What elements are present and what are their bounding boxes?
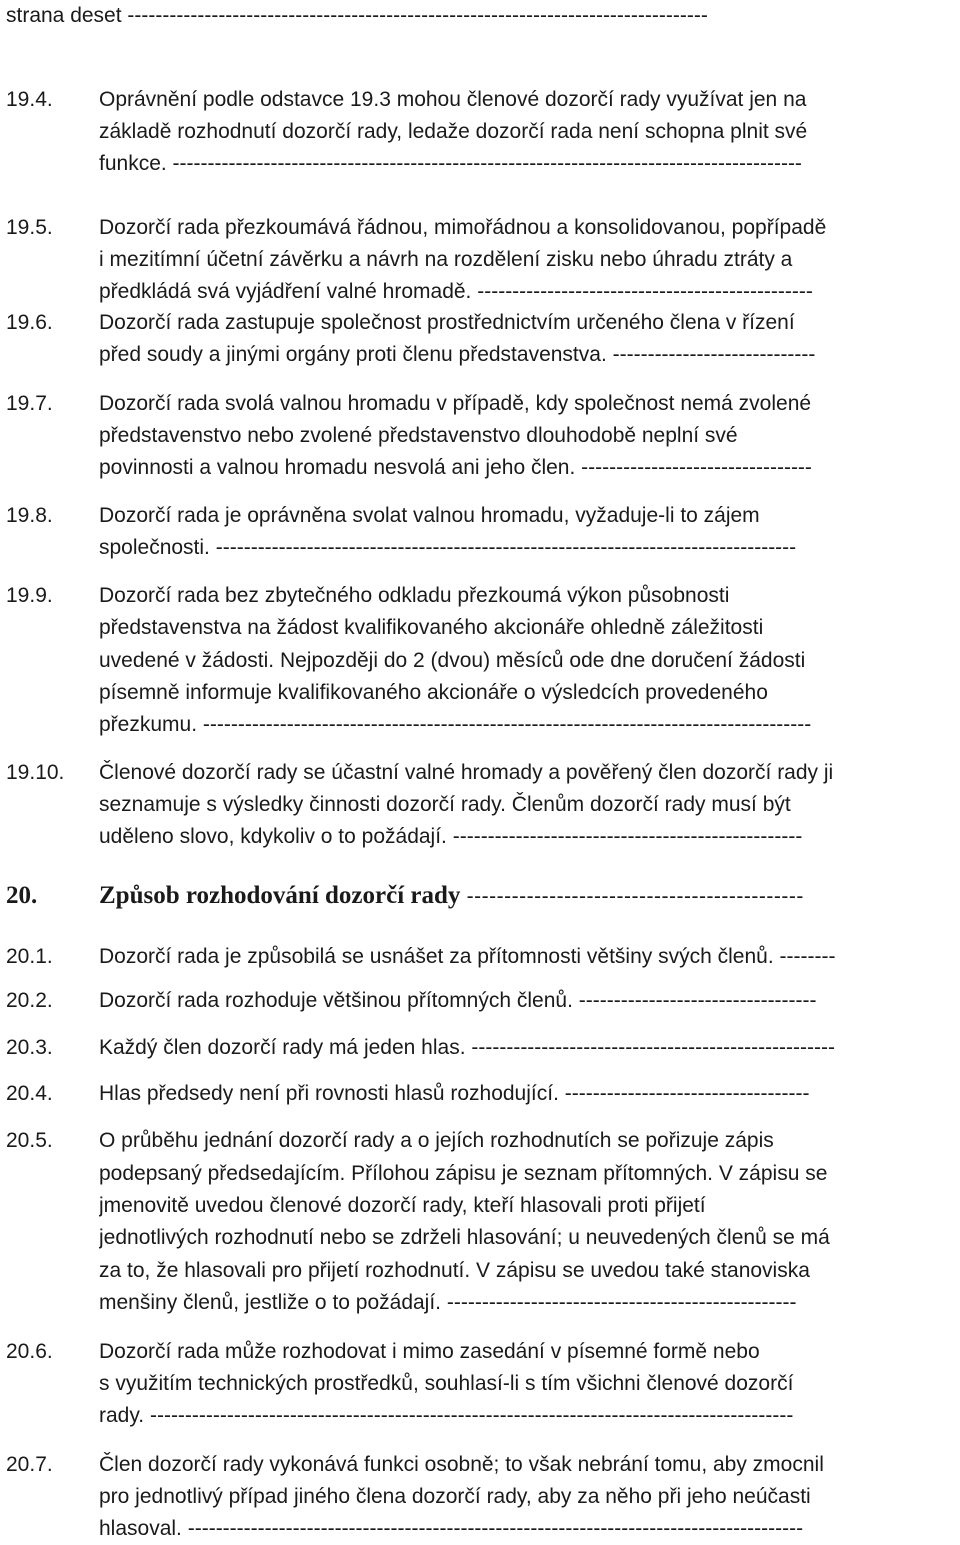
paragraph-line bbox=[0, 1481, 954, 1513]
clause-text: představenstvo nebo zvolené představenstvo dlouhodobě neplní své bbox=[99, 424, 738, 447]
paragraph-line bbox=[0, 1400, 954, 1432]
paragraph-line bbox=[0, 645, 954, 677]
clause-text: Hlas předsedy není při rovnosti hlasů rozhodující. ----------------------------------- bbox=[99, 1082, 810, 1105]
clause-text: Dozorčí rada může rozhodovat i mimo zasedání v písemné formě nebo bbox=[99, 1340, 760, 1363]
clause-text: Dozorčí rada rozhoduje většinou přítomných členů. ---------------------------------- bbox=[99, 989, 817, 1012]
clause-text: předkládá svá vyjádření valné hromadě. ------------------------------------------------ bbox=[99, 280, 813, 303]
section-title-wrap bbox=[99, 878, 954, 914]
clause-text: i mezitímní účetní závěrku a návrh na rozdělení zisku nebo úhradu ztráty a bbox=[99, 248, 793, 271]
clause-text: základě rozhodnutí dozorčí rady, ledaže dozorčí rada není schopna plnit své bbox=[99, 120, 808, 143]
paragraph-line bbox=[0, 1513, 954, 1545]
clause-text: menšiny členů, jestliže o to požádají. -------------------------------------------------- bbox=[99, 1291, 797, 1314]
clause-text: před soudy a jinými orgány proti členu představenstva. ----------------------------- bbox=[99, 343, 816, 366]
clause-number: 20.5. bbox=[6, 1129, 53, 1152]
paragraph-line bbox=[0, 1449, 954, 1481]
paragraph-line bbox=[0, 821, 954, 853]
paragraph-line bbox=[0, 709, 954, 741]
paragraph-line bbox=[0, 580, 954, 612]
page-header-line bbox=[0, 0, 954, 32]
clause-text: Členové dozorčí rady se účastní valné hromady a pověřený člen dozorčí rady ji bbox=[99, 761, 834, 784]
paragraph-line bbox=[0, 985, 954, 1017]
clause-number: 20.1. bbox=[6, 945, 53, 968]
paragraph-line bbox=[0, 1190, 954, 1222]
paragraph-line bbox=[0, 148, 954, 180]
clause-text: společnosti. ----------------------------------------------------------------------------------- bbox=[99, 536, 797, 559]
section-number: 20. bbox=[6, 882, 38, 909]
clause-text: přezkumu. --------------------------------------------------------------------------------------- bbox=[99, 713, 812, 736]
paragraph-line bbox=[0, 612, 954, 644]
paragraph-line bbox=[0, 339, 954, 371]
section-title-dashes: --------------------------------------------- bbox=[466, 885, 804, 908]
paragraph-line bbox=[0, 276, 954, 308]
clause-number: 19.9. bbox=[6, 584, 53, 607]
clause-text: Každý člen dozorčí rady má jeden hlas. ---------------------------------------------------- bbox=[99, 1036, 836, 1059]
paragraph-line bbox=[0, 1158, 954, 1190]
clause-number: 19.4. bbox=[6, 88, 53, 111]
clause-text: uvedené v žádosti. Nejpozději do 2 (dvou) měsíců ode dne doručení žádosti bbox=[99, 649, 806, 672]
clause-text: jmenovitě uvedou členové dozorčí rady, kteří hlasovali proti přijetí bbox=[99, 1194, 706, 1217]
section-heading bbox=[0, 878, 954, 914]
clause-number: 19.8. bbox=[6, 504, 53, 527]
paragraph-line bbox=[0, 116, 954, 148]
clause-text: písemně informuje kvalifikovaného akcionáře o výsledcích provedeného bbox=[99, 681, 768, 704]
clause-text: rady. -------------------------------------------------------------------------------------------- bbox=[99, 1404, 794, 1427]
page-number-text: strana deset ----------------------------------------------------------------------------------- bbox=[6, 4, 708, 27]
clause-number: 20.7. bbox=[6, 1453, 53, 1476]
paragraph-line bbox=[0, 1125, 954, 1157]
paragraph-line bbox=[0, 244, 954, 276]
clause-text: představenstva na žádost kvalifikovaného akcionáře ohledně záležitosti bbox=[99, 616, 764, 639]
paragraph-line bbox=[0, 420, 954, 452]
clause-text: funkce. ------------------------------------------------------------------------------------------ bbox=[99, 152, 802, 175]
clause-number: 19.7. bbox=[6, 392, 53, 415]
paragraph-line bbox=[0, 1287, 954, 1319]
paragraph-line bbox=[0, 757, 954, 789]
paragraph-line bbox=[0, 500, 954, 532]
clause-text: povinnosti a valnou hromadu nesvolá ani jeho člen. --------------------------------- bbox=[99, 456, 812, 479]
paragraph-line bbox=[0, 677, 954, 709]
paragraph-line bbox=[0, 789, 954, 821]
paragraph-line bbox=[0, 452, 954, 484]
paragraph-line bbox=[0, 1255, 954, 1287]
paragraph-line bbox=[0, 1336, 954, 1368]
clause-number: 20.3. bbox=[6, 1036, 53, 1059]
paragraph-line bbox=[0, 307, 954, 339]
clause-number: 20.6. bbox=[6, 1340, 53, 1363]
clause-text: seznamuje s výsledky činnosti dozorčí rady. Členům dozorčí rady musí být bbox=[99, 793, 791, 816]
clause-text: hlasoval. ---------------------------------------------------------------------------------------- bbox=[99, 1517, 804, 1540]
clause-text: podepsaný předsedajícím. Přílohou zápisu je seznam přítomných. V zápisu se bbox=[99, 1162, 828, 1185]
paragraph-line bbox=[0, 1078, 954, 1110]
paragraph-line bbox=[0, 941, 954, 973]
clause-text: Dozorčí rada je způsobilá se usnášet za přítomnosti většiny svých členů. -------- bbox=[99, 945, 836, 968]
paragraph-line bbox=[0, 1032, 954, 1064]
clause-text: Člen dozorčí rady vykonává funkci osobně; to však nebrání tomu, aby zmocnil bbox=[99, 1453, 824, 1476]
clause-text: uděleno slovo, kdykoliv o to požádají. -------------------------------------------------- bbox=[99, 825, 803, 848]
clause-text: pro jednotlivý případ jiného člena dozorčí rady, aby za něho při jeho neúčasti bbox=[99, 1485, 811, 1508]
paragraph-line bbox=[0, 1222, 954, 1254]
clause-text: Dozorčí rada je oprávněna svolat valnou hromadu, vyžaduje-li to zájem bbox=[99, 504, 760, 527]
clause-text: Dozorčí rada svolá valnou hromadu v případě, kdy společnost nemá zvolené bbox=[99, 392, 812, 415]
paragraph-line bbox=[0, 212, 954, 244]
clause-text: za to, že hlasovali pro přijetí rozhodnutí. V zápisu se uvedou také stanoviska bbox=[99, 1259, 810, 1282]
clause-text: Dozorčí rada bez zbytečného odkladu přezkoumá výkon působnosti bbox=[99, 584, 730, 607]
paragraph-line bbox=[0, 532, 954, 564]
section-title: Způsob rozhodování dozorčí rady bbox=[99, 882, 461, 909]
clause-number: 20.2. bbox=[6, 989, 53, 1012]
clause-number: 19.10. bbox=[6, 761, 65, 784]
clause-number: 19.6. bbox=[6, 311, 53, 334]
paragraph-line bbox=[0, 388, 954, 420]
clause-number: 19.5. bbox=[6, 216, 53, 239]
clause-text: Dozorčí rada zastupuje společnost prostřednictvím určeného člena v řízení bbox=[99, 311, 795, 334]
paragraph-line bbox=[0, 84, 954, 116]
clause-text: Oprávnění podle odstavce 19.3 mohou členové dozorčí rady využívat jen na bbox=[99, 88, 807, 111]
clause-text: O průběhu jednání dozorčí rady a o jejích rozhodnutích se pořizuje zápis bbox=[99, 1129, 774, 1152]
clause-text: s využitím technických prostředků, souhlasí-li s tím všichni členové dozorčí bbox=[99, 1372, 794, 1395]
clause-text: jednotlivých rozhodnutí nebo se zdrželi hlasování; u neuvedených členů se má bbox=[99, 1226, 830, 1249]
paragraph-line bbox=[0, 1368, 954, 1400]
clause-number: 20.4. bbox=[6, 1082, 53, 1105]
clause-text: Dozorčí rada přezkoumává řádnou, mimořádnou a konsolidovanou, popřípadě bbox=[99, 216, 827, 239]
